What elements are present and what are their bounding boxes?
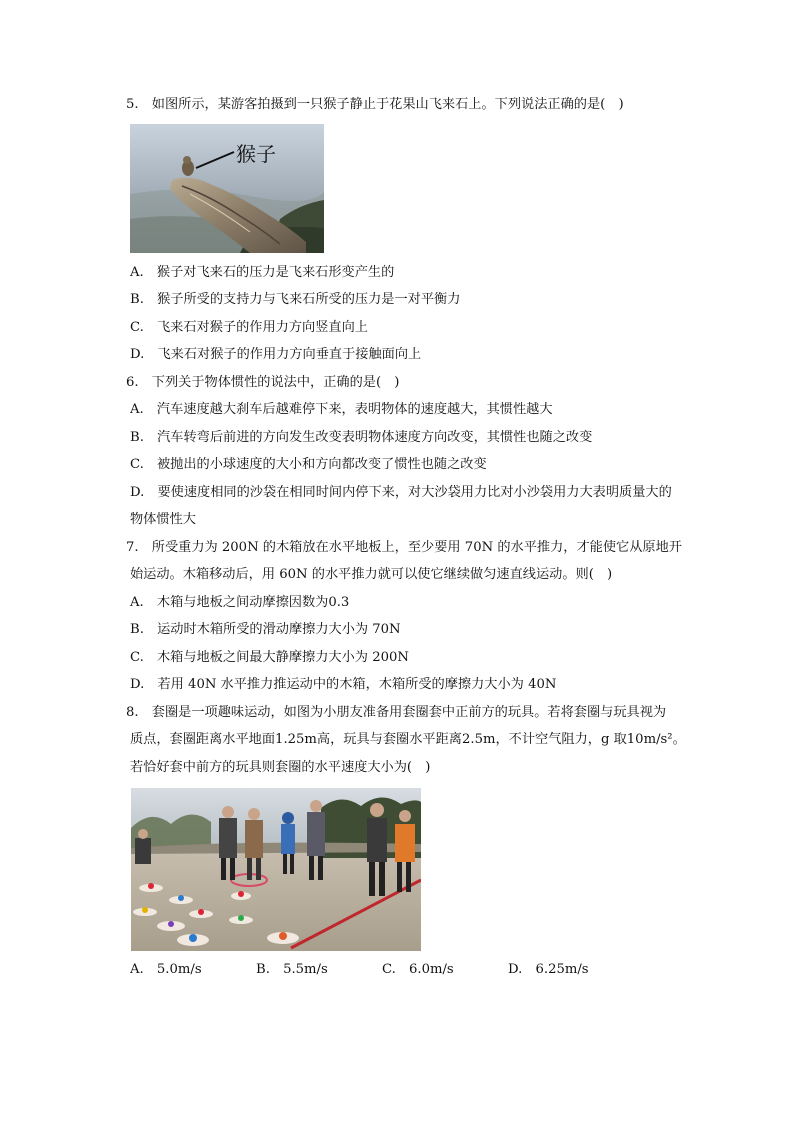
q8-option-b: B. 5.5m/s — [256, 962, 328, 977]
q5-option-a: A. 猴子对飞来石的压力是飞来石形变产生的 — [130, 265, 395, 280]
ring-toss-photo — [131, 788, 421, 951]
q7-option-c: C. 木箱与地板之间最大静摩擦力大小为 200N — [130, 650, 409, 665]
question-7-stem-line-2: 始运动。木箱移动后，用 60N 的水平推力就可以使它继续做匀速直线运动。则( ) — [130, 567, 613, 582]
q6-option-a: A. 汽车速度越大刹车后越难停下来，表明物体的速度越大，其惯性越大 — [130, 402, 553, 417]
q5-option-c: C. 飞来石对猴子的作用力方向竖直向上 — [130, 320, 368, 335]
q6-option-d-continued: 物体惯性大 — [130, 512, 196, 527]
question-5-stem: 5. 如图所示，某游客拍摄到一只猴子静止于花果山飞来石上。下列说法正确的是( ) — [126, 97, 624, 112]
q8-option-a: A. 5.0m/s — [130, 962, 202, 977]
question-8-stem-line-2: 质点，套圈距离水平地面1.25m高，玩具与套圈水平距离2.5m，不计空气阻力，g 取10m/s²。 — [130, 732, 686, 747]
q7-option-d: D. 若用 40N 水平推力推运动中的木箱，木箱所受的摩擦力大小为 40N — [130, 677, 557, 692]
question-7-stem-line-1: 7. 所受重力为 200N 的木箱放在水平地板上，至少要用 70N 的水平推力，才能使它从原地开 — [126, 540, 682, 555]
question-6-stem: 6. 下列关于物体惯性的说法中，正确的是( ) — [126, 375, 400, 390]
question-8-stem-line-3: 若恰好套中前方的玩具则套圈的水平速度大小为( ) — [130, 760, 431, 775]
q6-option-c: C. 被抛出的小球速度的大小和方向都改变了惯性也随之改变 — [130, 457, 487, 472]
q8-option-d: D. 6.25m/s — [508, 962, 589, 977]
q8-option-c: C. 6.0m/s — [382, 962, 454, 977]
q6-option-d: D. 要使速度相同的沙袋在相同时间内停下来，对大沙袋用力比对小沙袋用力大表明质量大的 — [130, 485, 672, 500]
q5-option-b: B. 猴子所受的支持力与飞来石所受的压力是一对平衡力 — [130, 292, 461, 307]
q5-option-d: D. 飞来石对猴子的作用力方向垂直于接触面向上 — [130, 347, 422, 362]
q7-option-a: A. 木箱与地板之间动摩擦因数为0.3 — [130, 595, 350, 610]
q6-option-b: B. 汽车转弯后前进的方向发生改变表明物体速度方向改变，其惯性也随之改变 — [130, 430, 593, 445]
monkey-label: 猴子 — [236, 142, 276, 166]
monkey-on-rock-photo — [130, 124, 324, 253]
question-8-stem-line-1: 8. 套圈是一项趣味运动，如图为小朋友准备用套圈套中正前方的玩具。若将套圈与玩具视为 — [126, 705, 667, 720]
q7-option-b: B. 运动时木箱所受的滑动摩擦力大小为 70N — [130, 622, 401, 637]
